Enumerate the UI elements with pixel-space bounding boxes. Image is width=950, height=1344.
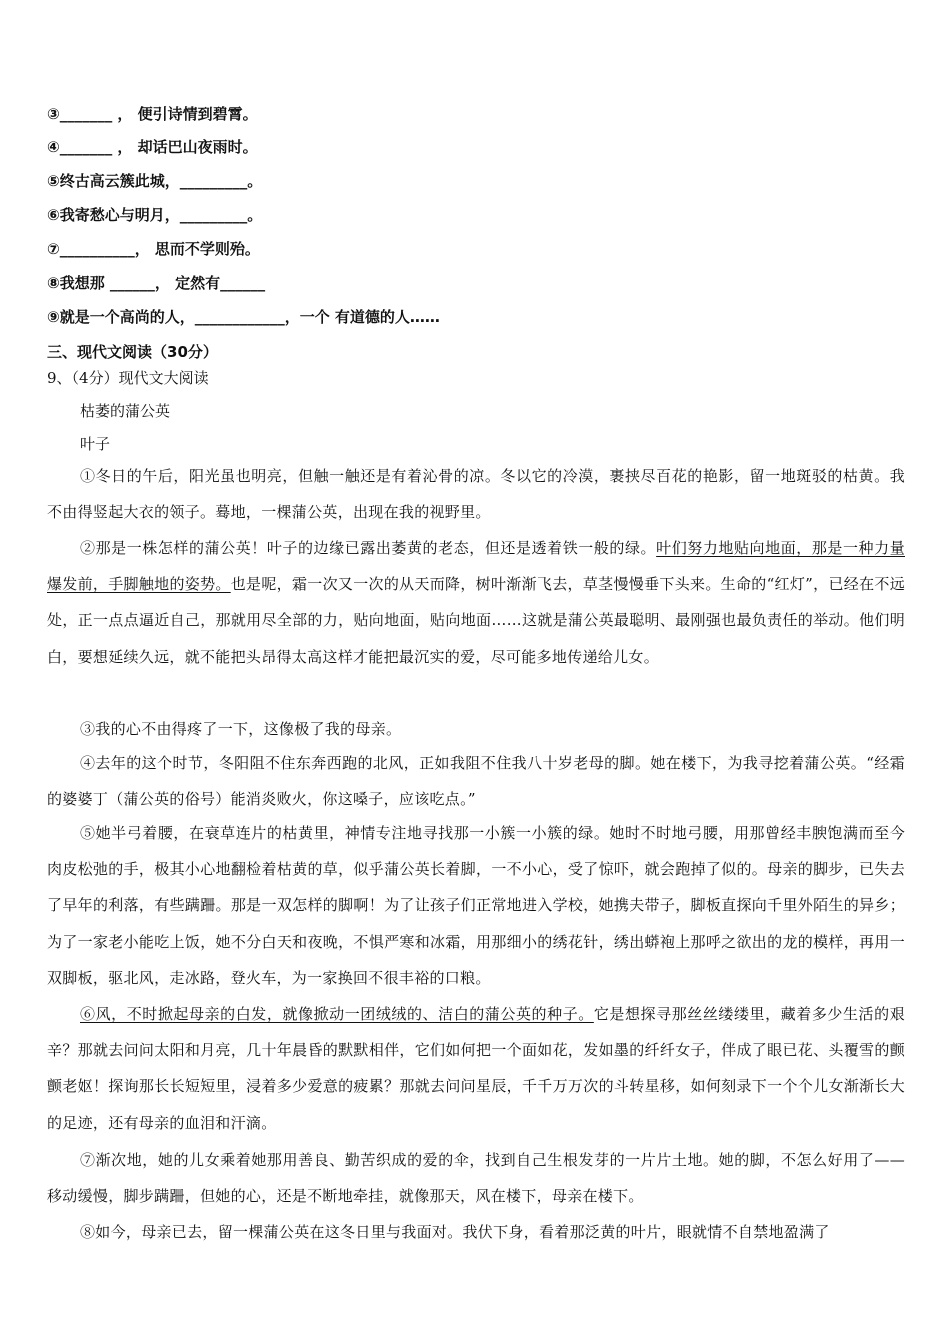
fill-line-7: ⑦__________， 思而不学则殆。 <box>47 240 260 258</box>
section-title: 三、现代文阅读（30分） <box>47 343 218 361</box>
paragraph-1: ①冬日的午后，阳光虽也明亮，但触一触还是有着沁骨的凉。冬以它的冷漠，裹挟尽百花的艳影，留一地斑驳的枯黄。我不由得竖起大衣的领子。蓦地，一棵蒲公英，出现在我的视野里。 <box>47 467 905 522</box>
paragraph-6 <box>47 996 905 1141</box>
paragraph-2 <box>47 530 905 675</box>
fill-line-6: ⑥我寄愁心与明月，_________。 <box>47 206 263 224</box>
paragraph-4: ④去年的这个时节，冬阳阻不住东奔西跑的北风，正如我阻不住我八十岁老母的脚。她在楼下，为我寻挖着蒲公英。“经霜的婆婆丁（蒲公英的俗号）能消炎败火，你这嗓子，应该吃点。” <box>47 754 905 809</box>
article-author: 叶子 <box>80 435 111 453</box>
paragraph-2-text-a: ②那是一株怎样的蒲公英！叶子的边缘已露出萎黄的老态，但还是透着铁一般的绿。 <box>80 539 657 557</box>
question-label: 9、（4分）现代文大阅读 <box>47 369 209 387</box>
fill-line-8: ⑧我想那 ______， 定然有______ <box>47 274 266 292</box>
paragraph-6-text: 它是想探寻那丝丝缕缕里，藏着多少生活的艰辛？那就去问问太阳和月亮，几十年晨昏的默默相伴，它们如何把一个面如花，发如墨的纤纤女子，伴成了眼已花、头覆雪的颤颤老妪！探询那长长短短里，浸着多少爱意的疲累？那就去问问星辰，千千万万次的斗转星移，如何刻录下一个个儿女渐渐长大的足迹，还有母亲的血泪和汗滴。 <box>47 1005 905 1132</box>
paragraph-5: ⑤她半弓着腰，在衰草连片的枯黄里，神情专注地寻找那一小簇一小簇的绿。她时不时地弓腰，用那曾经丰腴饱满而至今肉皮松弛的手，极其小心地翻检着枯黄的草，似乎蒲公英长着脚，一不小心，受了惊吓，就会跑掉了似的。母亲的脚步，已失去了早年的利落，有些蹒跚。那是一双怎样的脚啊！为了让孩子们正常地进入学校，她携夫带子，脚板直探向千里外陌生的异乡；为了一家老小能吃上饭，她不分白天和夜晚，不惧严寒和冰霜，用那细小的绣花针，绣出蟒袍上那呼之欲出的龙的模样，再用一双脚板，驱北风，走冰路，登火车，为一家换回不很丰裕的口粮。 <box>47 824 905 987</box>
paragraph-2-text-b: 也是呢，霜一次又一次的从天而降，树叶渐渐飞去，草茎慢慢垂下头来。生命的“红灯”，已经在不远处，正一点点逼近自己，那就用尽全部的力，贴向地面，贴向地面……这就是蒲公英最聪明、最刚强也最负责任的举动。他们明白，要想延续久远，就不能把头昂得太高这样才能把最沉实的爱，尽可能多地传递给儿女。 <box>47 575 905 666</box>
fill-line-4: ④_______ ， 却话巴山夜雨时。 <box>47 138 258 156</box>
paragraph-8: ⑧如今，母亲已去，留一棵蒲公英在这冬日里与我面对。我伏下身，看着那泛黄的叶片，眼就情不自禁地盈满了 <box>80 1223 830 1241</box>
fill-line-9: ⑨就是一个高尚的人，____________，一个 有道德的人…… <box>47 308 440 326</box>
paragraph-2-underlined: 叶们努力地贴向地面，那是一种力量爆发前，手脚触地的姿势。 <box>47 539 905 594</box>
paragraph-3: ③我的心不由得疼了一下，这像极了我的母亲。 <box>80 720 402 738</box>
fill-line-3: ③_______ ， 便引诗情到碧霄。 <box>47 105 258 123</box>
paragraph-7: ⑦渐次地，她的儿女乘着她那用善良、勤苦织成的爱的伞，找到自己生根发芽的一片片土地。她的脚，不怎么好用了——移动缓慢，脚步蹒跚，但她的心，还是不断地牵挂，就像那天，风在楼下，母亲在楼下。 <box>47 1151 905 1206</box>
fill-line-5: ⑤终古高云簇此城，_________。 <box>47 172 263 190</box>
paragraph-6-underlined: ⑥风，不时掀起母亲的白发，就像掀动一团绒绒的、洁白的蒲公英的种子。 <box>80 1005 594 1023</box>
article-title: 枯萎的蒲公英 <box>80 402 171 420</box>
